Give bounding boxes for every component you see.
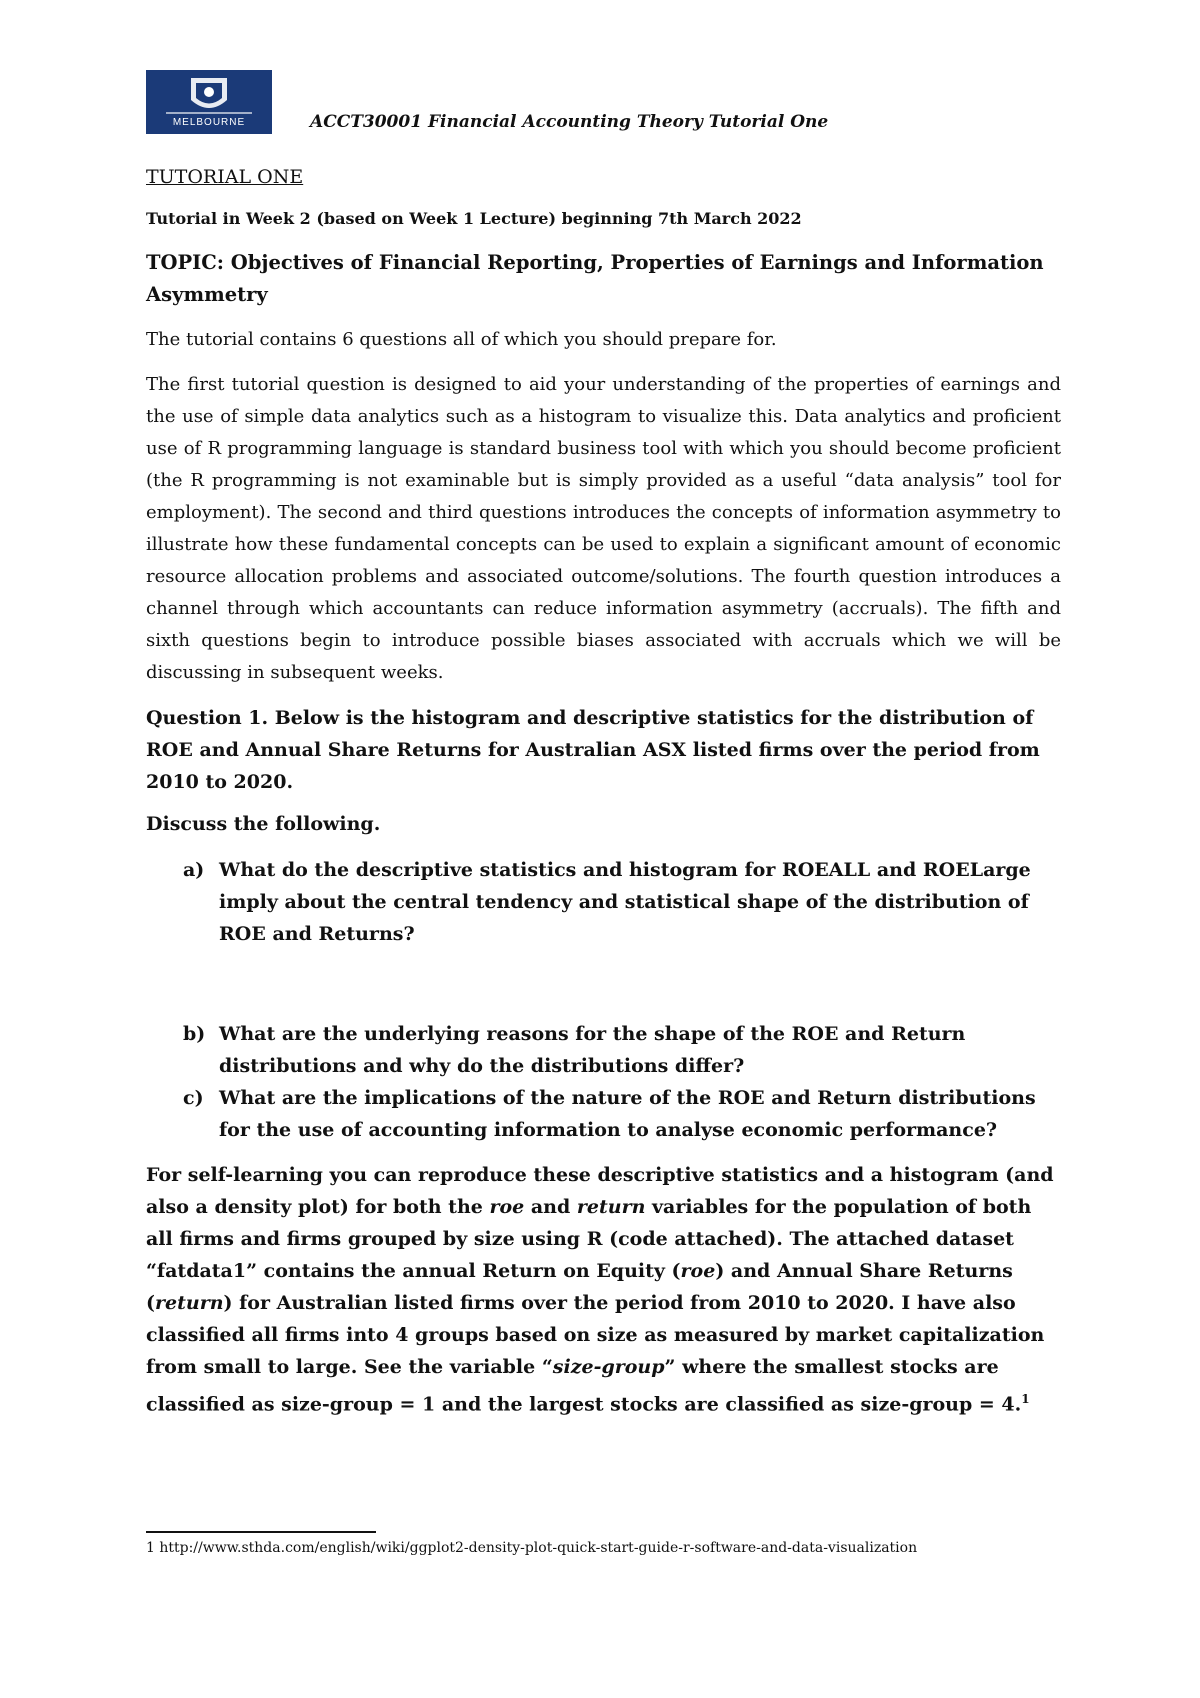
question-item-text: What are the implications of the nature of the ROE and Return distributions for the use of accounting information to analyse economic performance?	[219, 1087, 1036, 1141]
question-1-heading: Question 1. Below is the histogram and descriptive statistics for the distribution of ROE and Annual Share Returns for Australian ASX listed firms over the period from 2010 to 2020.	[146, 707, 1040, 793]
variable-name-return: return	[576, 1196, 646, 1218]
question-item-b	[146, 1018, 1061, 1082]
variable-name-return: return	[155, 1292, 224, 1314]
variable-name-roe: roe	[680, 1260, 716, 1282]
overview-paragraph: The first tutorial question is designed to aid your understanding of the properties of earnings and the use of simple data analytics such as a histogram to visualize this. Data analytics and proficient use of R programming language is standard business tool with which you should become proficient (the R programming is not examinable but is simply provided as a useful “data analysis” tool for employment). The second and third questions introduces the concepts of information asymmetry to illustrate how these fundamental concepts can be used to explain a significant amount of economic resource allocation problems and associated outcome/solutions. The fourth question introduces a channel through which accountants can reduce information asymmetry (accruals). The fifth and sixth questions begin to introduce possible biases associated with accruals which we will be discussing in subsequent weeks.	[146, 374, 1061, 683]
question-item-a	[146, 854, 1061, 950]
question-item-label: c)	[183, 1087, 204, 1109]
topic-heading: TOPIC: Objectives of Financial Reporting, Properties of Earnings and Information Asymmetry	[146, 251, 1044, 306]
running-head: ACCT30001 Financial Accounting Theory Tutorial One	[310, 112, 829, 132]
self-learning-paragraph	[146, 1159, 1061, 1420]
text-run: ” where the smallest stocks are classified as size-group = 1 and the largest stocks are classified as size-group = 4.	[146, 1356, 1022, 1416]
text-run: ) and Annual Share Returns (	[146, 1260, 1013, 1314]
footnote[interactable]: 1 http://www.sthda.com/english/wiki/ggplot2-density-plot-quick-start-guide-r-software-and-data-visualization	[146, 1540, 918, 1556]
text-run: and	[524, 1196, 577, 1218]
variable-name-size-group: size-group	[552, 1356, 665, 1378]
text-run: variables for the population of both all firms and firms grouped by size using R (code attached). The attached dataset “fatdata1” contains the annual Return on Equity (	[146, 1196, 1032, 1282]
university-logo	[146, 70, 272, 134]
document-body	[146, 166, 1061, 1420]
question-item-text: What are the underlying reasons for the shape of the ROE and Return distributions and why do the distributions differ?	[219, 1023, 966, 1077]
discuss-heading: Discuss the following.	[146, 813, 381, 835]
text-run: For self-learning you can reproduce these descriptive statistics and a histogram (and also a density plot) for both the	[146, 1164, 1054, 1218]
intro-paragraph: The tutorial contains 6 questions all of which you should prepare for.	[146, 329, 777, 350]
text-run: ) for Australian listed firms over the period from 2010 to 2020. I have also classified all firms into 4 groups based on size as measured by market capitalization from small to large. See the variable “	[146, 1292, 1045, 1378]
question-item-label: a)	[183, 859, 205, 881]
footnote-divider	[146, 1531, 376, 1533]
footnote-reference[interactable]: 1	[1021, 1392, 1030, 1406]
question-item-text: What do the descriptive statistics and histogram for ROEALL and ROELarge imply about the central tendency and statistical shape of the distribution of ROE and Returns?	[219, 859, 1031, 945]
tutorial-title: TUTORIAL ONE	[146, 166, 304, 188]
tutorial-subtitle: Tutorial in Week 2 (based on Week 1 Lecture) beginning 7th March 2022	[146, 209, 802, 228]
variable-name-roe: roe	[489, 1196, 525, 1218]
spacer	[146, 950, 1061, 1018]
logo-wordmark: MELBOURNE	[172, 117, 246, 128]
question-item-label: b)	[183, 1023, 206, 1045]
question-item-c	[146, 1082, 1061, 1146]
